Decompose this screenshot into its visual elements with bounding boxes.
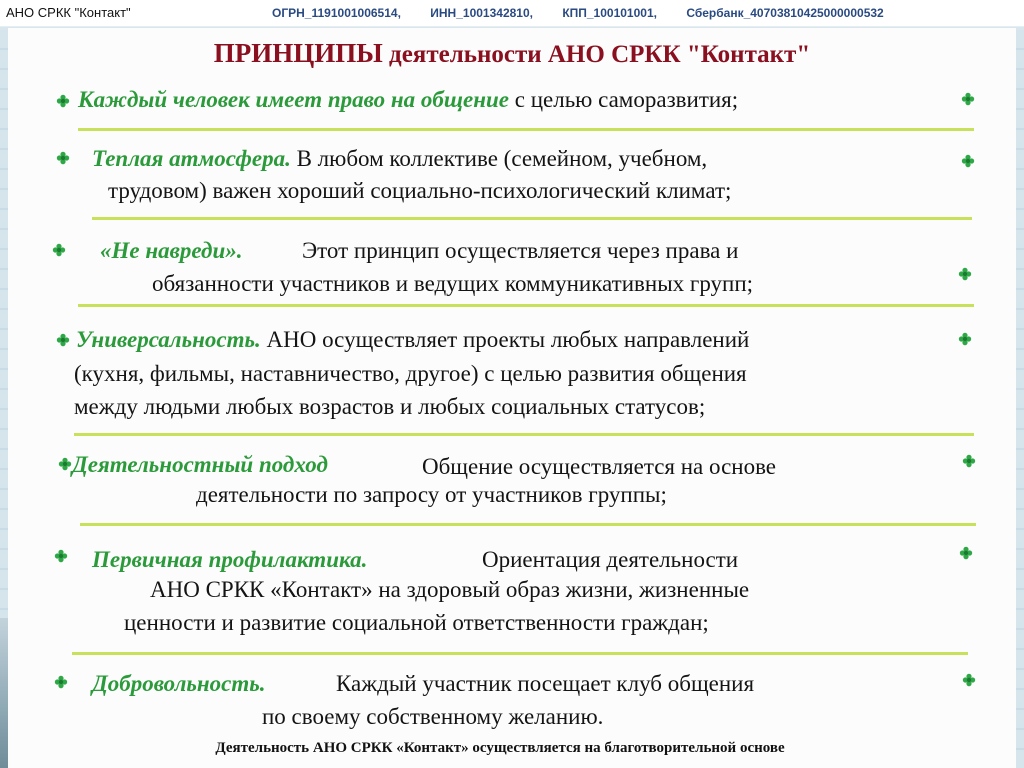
principle-heading: Добровольность. xyxy=(92,671,266,696)
flower-icon xyxy=(56,94,70,108)
requisites-bar xyxy=(0,0,1024,27)
flower-icon xyxy=(959,546,973,560)
principle-text: ценности и развитие социальной ответственности граждан; xyxy=(124,610,709,635)
page-title-rest: деятельности АНО СРКК "Контакт" xyxy=(382,41,811,68)
principle-heading: Универсальность. xyxy=(76,327,261,352)
principle-text: АНО СРКК «Контакт» на здоровый образ жизни, жизненные xyxy=(150,577,750,602)
page-title-lead: ПРИНЦИПЫ xyxy=(213,38,383,68)
principle-text: между людьми любых возрастов и любых социальных статусов; xyxy=(74,394,706,419)
principle-item xyxy=(78,87,738,113)
requisites xyxy=(272,6,884,20)
flower-icon xyxy=(58,457,72,471)
flower-icon xyxy=(962,673,976,687)
principle-heading: «Не навреди». xyxy=(100,238,243,263)
flower-icon xyxy=(958,332,972,346)
principle-text: Каждый участник посещает клуб общения xyxy=(336,671,755,696)
flower-icon xyxy=(54,549,68,563)
principle-heading: Теплая атмосфера. xyxy=(92,146,291,171)
principle-text: (кухня, фильмы, наставничество, другое) с целью развития общения xyxy=(74,361,747,386)
flower-icon xyxy=(958,267,972,281)
footer-note: Деятельность АНО СРКК «Контакт» осуществляется на благотворительной основе xyxy=(215,740,785,756)
divider xyxy=(80,523,976,526)
principle-text: трудовом) важен хороший социально-психологический климат; xyxy=(108,178,732,203)
flower-icon xyxy=(962,454,976,468)
principle-item xyxy=(92,146,707,172)
principle-text: по своему собственному желанию. xyxy=(262,704,604,729)
principle-text: АНО осуществляет проекты любых направлений xyxy=(260,327,750,352)
flower-icon xyxy=(52,243,66,257)
principle-text: обязанности участников и ведущих коммуникативных групп; xyxy=(152,271,754,296)
flower-icon xyxy=(56,151,70,165)
divider xyxy=(78,128,974,131)
flower-icon xyxy=(961,154,975,168)
principle-text: Этот принцип осуществляется через права и xyxy=(302,238,739,263)
principle-heading: Первичная профилактика. xyxy=(92,547,368,572)
principle-heading: Деятельностный подход xyxy=(72,452,328,477)
flower-icon xyxy=(54,675,68,689)
principle-text: Ориентация деятельности xyxy=(482,547,739,572)
flower-icon xyxy=(56,333,70,347)
principle-item xyxy=(76,327,749,353)
page-title xyxy=(0,38,1024,69)
org-name: АНО СРКК "Контакт" xyxy=(6,5,131,20)
divider xyxy=(72,652,968,655)
principle-text: В любом коллективе (семейном, учебном, xyxy=(290,146,708,171)
principle-text: Общение осуществляется на основе xyxy=(422,454,777,479)
divider xyxy=(92,217,972,220)
flower-icon xyxy=(961,92,975,106)
bank-account: Сбербанк_40703810425000000532 xyxy=(686,6,884,20)
ogrn: ОГРН_1191001006514, xyxy=(272,6,401,20)
inn: ИНН_1001342810, xyxy=(430,6,533,20)
divider xyxy=(78,304,974,307)
principle-heading: Каждый человек имеет право на общение xyxy=(78,87,509,112)
principle-text: с целью саморазвития; xyxy=(508,87,739,112)
kpp: КПП_100101001, xyxy=(562,6,657,20)
divider xyxy=(74,433,974,436)
principle-text: деятельности по запросу от участников группы; xyxy=(196,482,667,507)
